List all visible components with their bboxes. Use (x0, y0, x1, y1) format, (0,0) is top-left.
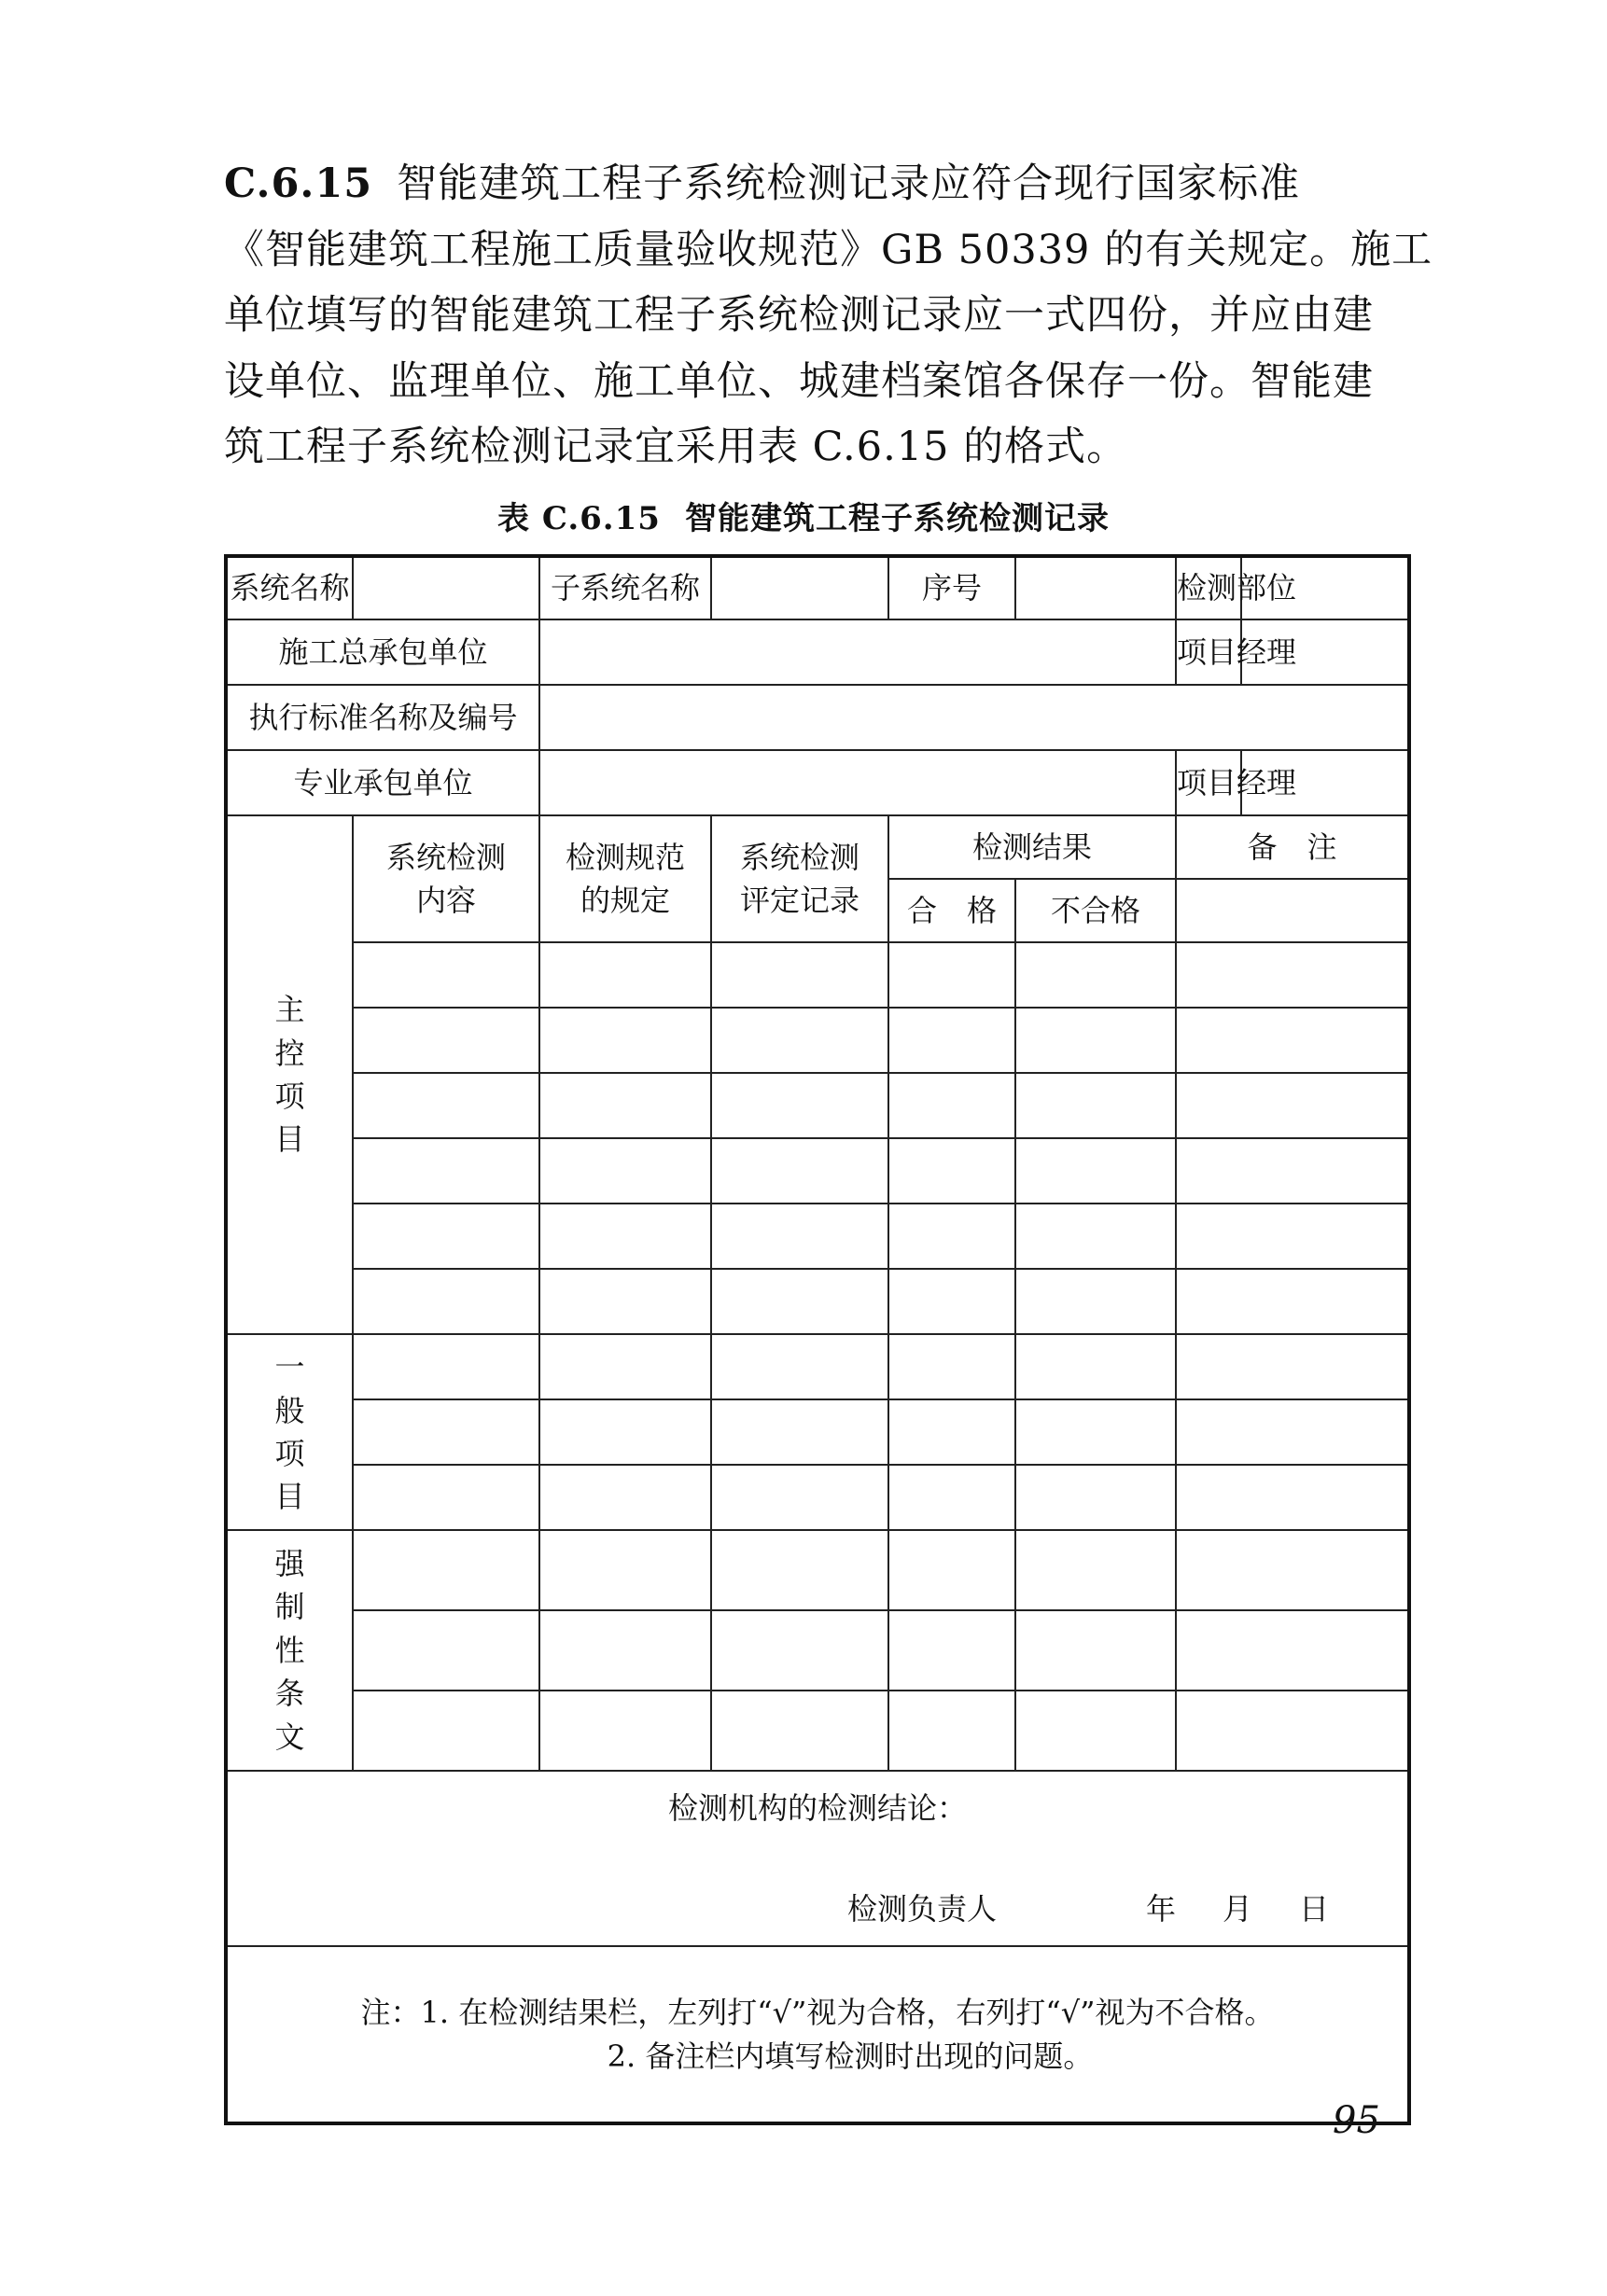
fail-cell[interactable] (1015, 942, 1176, 1008)
subsystem-name-label: 子系统名称 (539, 556, 711, 619)
content-cell[interactable] (353, 1138, 539, 1204)
note-2: 2. 备注栏内填写检测时出现的问题。 (607, 2038, 1094, 2074)
pass-cell[interactable] (888, 1008, 1015, 1073)
eval-cell[interactable] (711, 1204, 888, 1269)
specialty-contractor-value[interactable] (539, 750, 1176, 815)
subsystem-name-value[interactable] (711, 556, 888, 619)
table-row (226, 1465, 1409, 1530)
signature-line (228, 1887, 1407, 1930)
fail-cell[interactable] (1015, 1269, 1176, 1334)
spec-cell[interactable] (539, 1610, 711, 1691)
general-contractor-value[interactable] (539, 619, 1176, 685)
pass-cell[interactable] (888, 1138, 1015, 1204)
project-manager-label-2: 项目经理 (1176, 750, 1241, 815)
section-number: C.6.15 (224, 160, 373, 207)
system-name-value[interactable] (353, 556, 539, 619)
body-paragraph (224, 151, 1433, 480)
year-label: 年 (1145, 1891, 1176, 1927)
spec-cell[interactable] (539, 1691, 711, 1771)
page-number: 95 (1333, 2099, 1380, 2142)
fail-cell[interactable] (1015, 1465, 1176, 1530)
eval-cell[interactable] (711, 1691, 888, 1771)
column-header-row-1 (226, 815, 1409, 879)
fail-cell[interactable] (1015, 1530, 1176, 1610)
table-row (226, 942, 1409, 1008)
content-cell[interactable] (353, 1334, 539, 1399)
col-remark-sub (1176, 879, 1409, 942)
table-row (226, 1399, 1409, 1465)
responsible-person-label: 检测负责人 (846, 1891, 997, 1927)
spec-cell[interactable] (539, 1399, 711, 1465)
table-row (226, 1269, 1409, 1334)
spec-cell[interactable] (539, 1138, 711, 1204)
col-eval-header: 系统检测 评定记录 (711, 815, 888, 942)
conclusion-cell[interactable] (226, 1771, 1409, 1946)
standard-name-label: 执行标准名称及编号 (226, 685, 539, 750)
remark-cell[interactable] (1176, 1073, 1409, 1138)
fail-cell[interactable] (1015, 1399, 1176, 1465)
content-cell[interactable] (353, 1269, 539, 1334)
remark-cell[interactable] (1176, 1334, 1409, 1399)
eval-cell[interactable] (711, 1334, 888, 1399)
col-fail-header: 不合格 (1015, 879, 1176, 942)
group-general: 一 般 项 目 (226, 1334, 353, 1530)
content-cell[interactable] (353, 1465, 539, 1530)
table-row (226, 1138, 1409, 1204)
pass-cell[interactable] (888, 1204, 1015, 1269)
paragraph-line-3: 单位填写的智能建筑工程子系统检测记录应一式四份，并应由建 (224, 292, 1374, 339)
eval-cell[interactable] (711, 1610, 888, 1691)
col-spec-header: 检测规范 的规定 (539, 815, 711, 942)
remark-cell[interactable] (1176, 1204, 1409, 1269)
spec-cell[interactable] (539, 1204, 711, 1269)
eval-cell[interactable] (711, 1008, 888, 1073)
content-cell[interactable] (353, 1204, 539, 1269)
remark-cell[interactable] (1176, 1399, 1409, 1465)
eval-cell[interactable] (711, 1530, 888, 1610)
col-remark-header: 备 注 (1176, 815, 1409, 879)
spec-cell[interactable] (539, 1530, 711, 1610)
eval-cell[interactable] (711, 1399, 888, 1465)
content-cell[interactable] (353, 1530, 539, 1610)
table-title: 智能建筑工程子系统检测记录 (684, 500, 1110, 537)
serial-no-label: 序号 (888, 556, 1015, 619)
fail-cell[interactable] (1015, 1610, 1176, 1691)
table-row (226, 1073, 1409, 1138)
general-contractor-label: 施工总承包单位 (226, 619, 539, 685)
table-row (226, 1691, 1409, 1771)
col-result-header: 检测结果 (888, 815, 1176, 879)
content-cell[interactable] (353, 1691, 539, 1771)
content-cell[interactable] (353, 1610, 539, 1691)
paragraph-line-2: 《智能建筑工程施工质量验收规范》GB 50339 的有关规定。施工 (224, 226, 1433, 273)
group-main-control: 主 控 项 目 (226, 815, 353, 1334)
remark-cell[interactable] (1176, 942, 1409, 1008)
paragraph-line-1: C.6.15 智能建筑工程子系统检测记录应符合现行国家标准 (224, 160, 1301, 207)
remark-cell[interactable] (1176, 1269, 1409, 1334)
fail-cell[interactable] (1015, 1691, 1176, 1771)
inspection-part-label: 检测部位 (1176, 556, 1241, 619)
group-mandatory: 强 制 性 条 文 (226, 1530, 353, 1771)
table-number: 表 C.6.15 (497, 500, 661, 537)
conclusion-row (226, 1771, 1409, 1946)
remark-cell[interactable] (1176, 1530, 1409, 1610)
spec-cell[interactable] (539, 1008, 711, 1073)
pass-cell[interactable] (888, 942, 1015, 1008)
eval-cell[interactable] (711, 942, 888, 1008)
fail-cell[interactable] (1015, 1073, 1176, 1138)
note-1: 注：1. 在检测结果栏，左列打“√”视为合格，右列打“√”视为不合格。 (360, 1995, 1275, 2031)
fail-cell[interactable] (1015, 1008, 1176, 1073)
header-row-4 (226, 750, 1409, 815)
col-pass-header: 合 格 (888, 879, 1015, 942)
eval-cell[interactable] (711, 1138, 888, 1204)
conclusion-label: 检测机构的检测结论： (667, 1789, 967, 1826)
fail-cell[interactable] (1015, 1334, 1176, 1399)
spec-cell[interactable] (539, 1269, 711, 1334)
inspection-record-table (224, 554, 1411, 2125)
serial-no-value[interactable] (1015, 556, 1176, 619)
remark-cell[interactable] (1176, 1138, 1409, 1204)
table-row (226, 1530, 1409, 1610)
header-row-3 (226, 685, 1409, 750)
notes-cell (226, 1946, 1409, 2123)
table-caption (0, 493, 1607, 538)
notes-row (226, 1946, 1409, 2123)
pass-cell[interactable] (888, 1334, 1015, 1399)
pass-cell[interactable] (888, 1530, 1015, 1610)
day-label: 日 (1299, 1891, 1330, 1927)
content-cell[interactable] (353, 942, 539, 1008)
pass-cell[interactable] (888, 1610, 1015, 1691)
pass-cell[interactable] (888, 1465, 1015, 1530)
content-cell[interactable] (353, 1008, 539, 1073)
month-label: 月 (1223, 1891, 1253, 1927)
content-cell[interactable] (353, 1399, 539, 1465)
spec-cell[interactable] (539, 1334, 711, 1399)
col-content-header: 系统检测 内容 (353, 815, 539, 942)
pass-cell[interactable] (888, 1073, 1015, 1138)
pass-cell[interactable] (888, 1269, 1015, 1334)
header-row-2 (226, 619, 1409, 685)
eval-cell[interactable] (711, 1073, 888, 1138)
table-row (226, 1334, 1409, 1399)
remark-cell[interactable] (1176, 1008, 1409, 1073)
pass-cell[interactable] (888, 1691, 1015, 1771)
paragraph-line-5: 筑工程子系统检测记录宜采用表 C.6.15 的格式。 (224, 424, 1128, 470)
eval-cell[interactable] (711, 1269, 888, 1334)
remark-cell[interactable] (1176, 1610, 1409, 1691)
eval-cell[interactable] (711, 1465, 888, 1530)
fail-cell[interactable] (1015, 1138, 1176, 1204)
table-row (226, 1610, 1409, 1691)
specialty-contractor-label: 专业承包单位 (226, 750, 539, 815)
spec-cell[interactable] (539, 1465, 711, 1530)
table-row (226, 1204, 1409, 1269)
system-name-label: 系统名称 (226, 556, 353, 619)
fail-cell[interactable] (1015, 1204, 1176, 1269)
standard-name-value[interactable] (539, 685, 1409, 750)
content-cell[interactable] (353, 1073, 539, 1138)
table-row (226, 1008, 1409, 1073)
spec-cell[interactable] (539, 942, 711, 1008)
remark-cell[interactable] (1176, 1691, 1409, 1771)
header-row-1 (226, 556, 1409, 619)
pass-cell[interactable] (888, 1399, 1015, 1465)
spec-cell[interactable] (539, 1073, 711, 1138)
project-manager-label-1: 项目经理 (1176, 619, 1241, 685)
remark-cell[interactable] (1176, 1465, 1409, 1530)
paragraph-line-4: 设单位、监理单位、施工单位、城建档案馆各保存一份。智能建 (224, 357, 1374, 405)
